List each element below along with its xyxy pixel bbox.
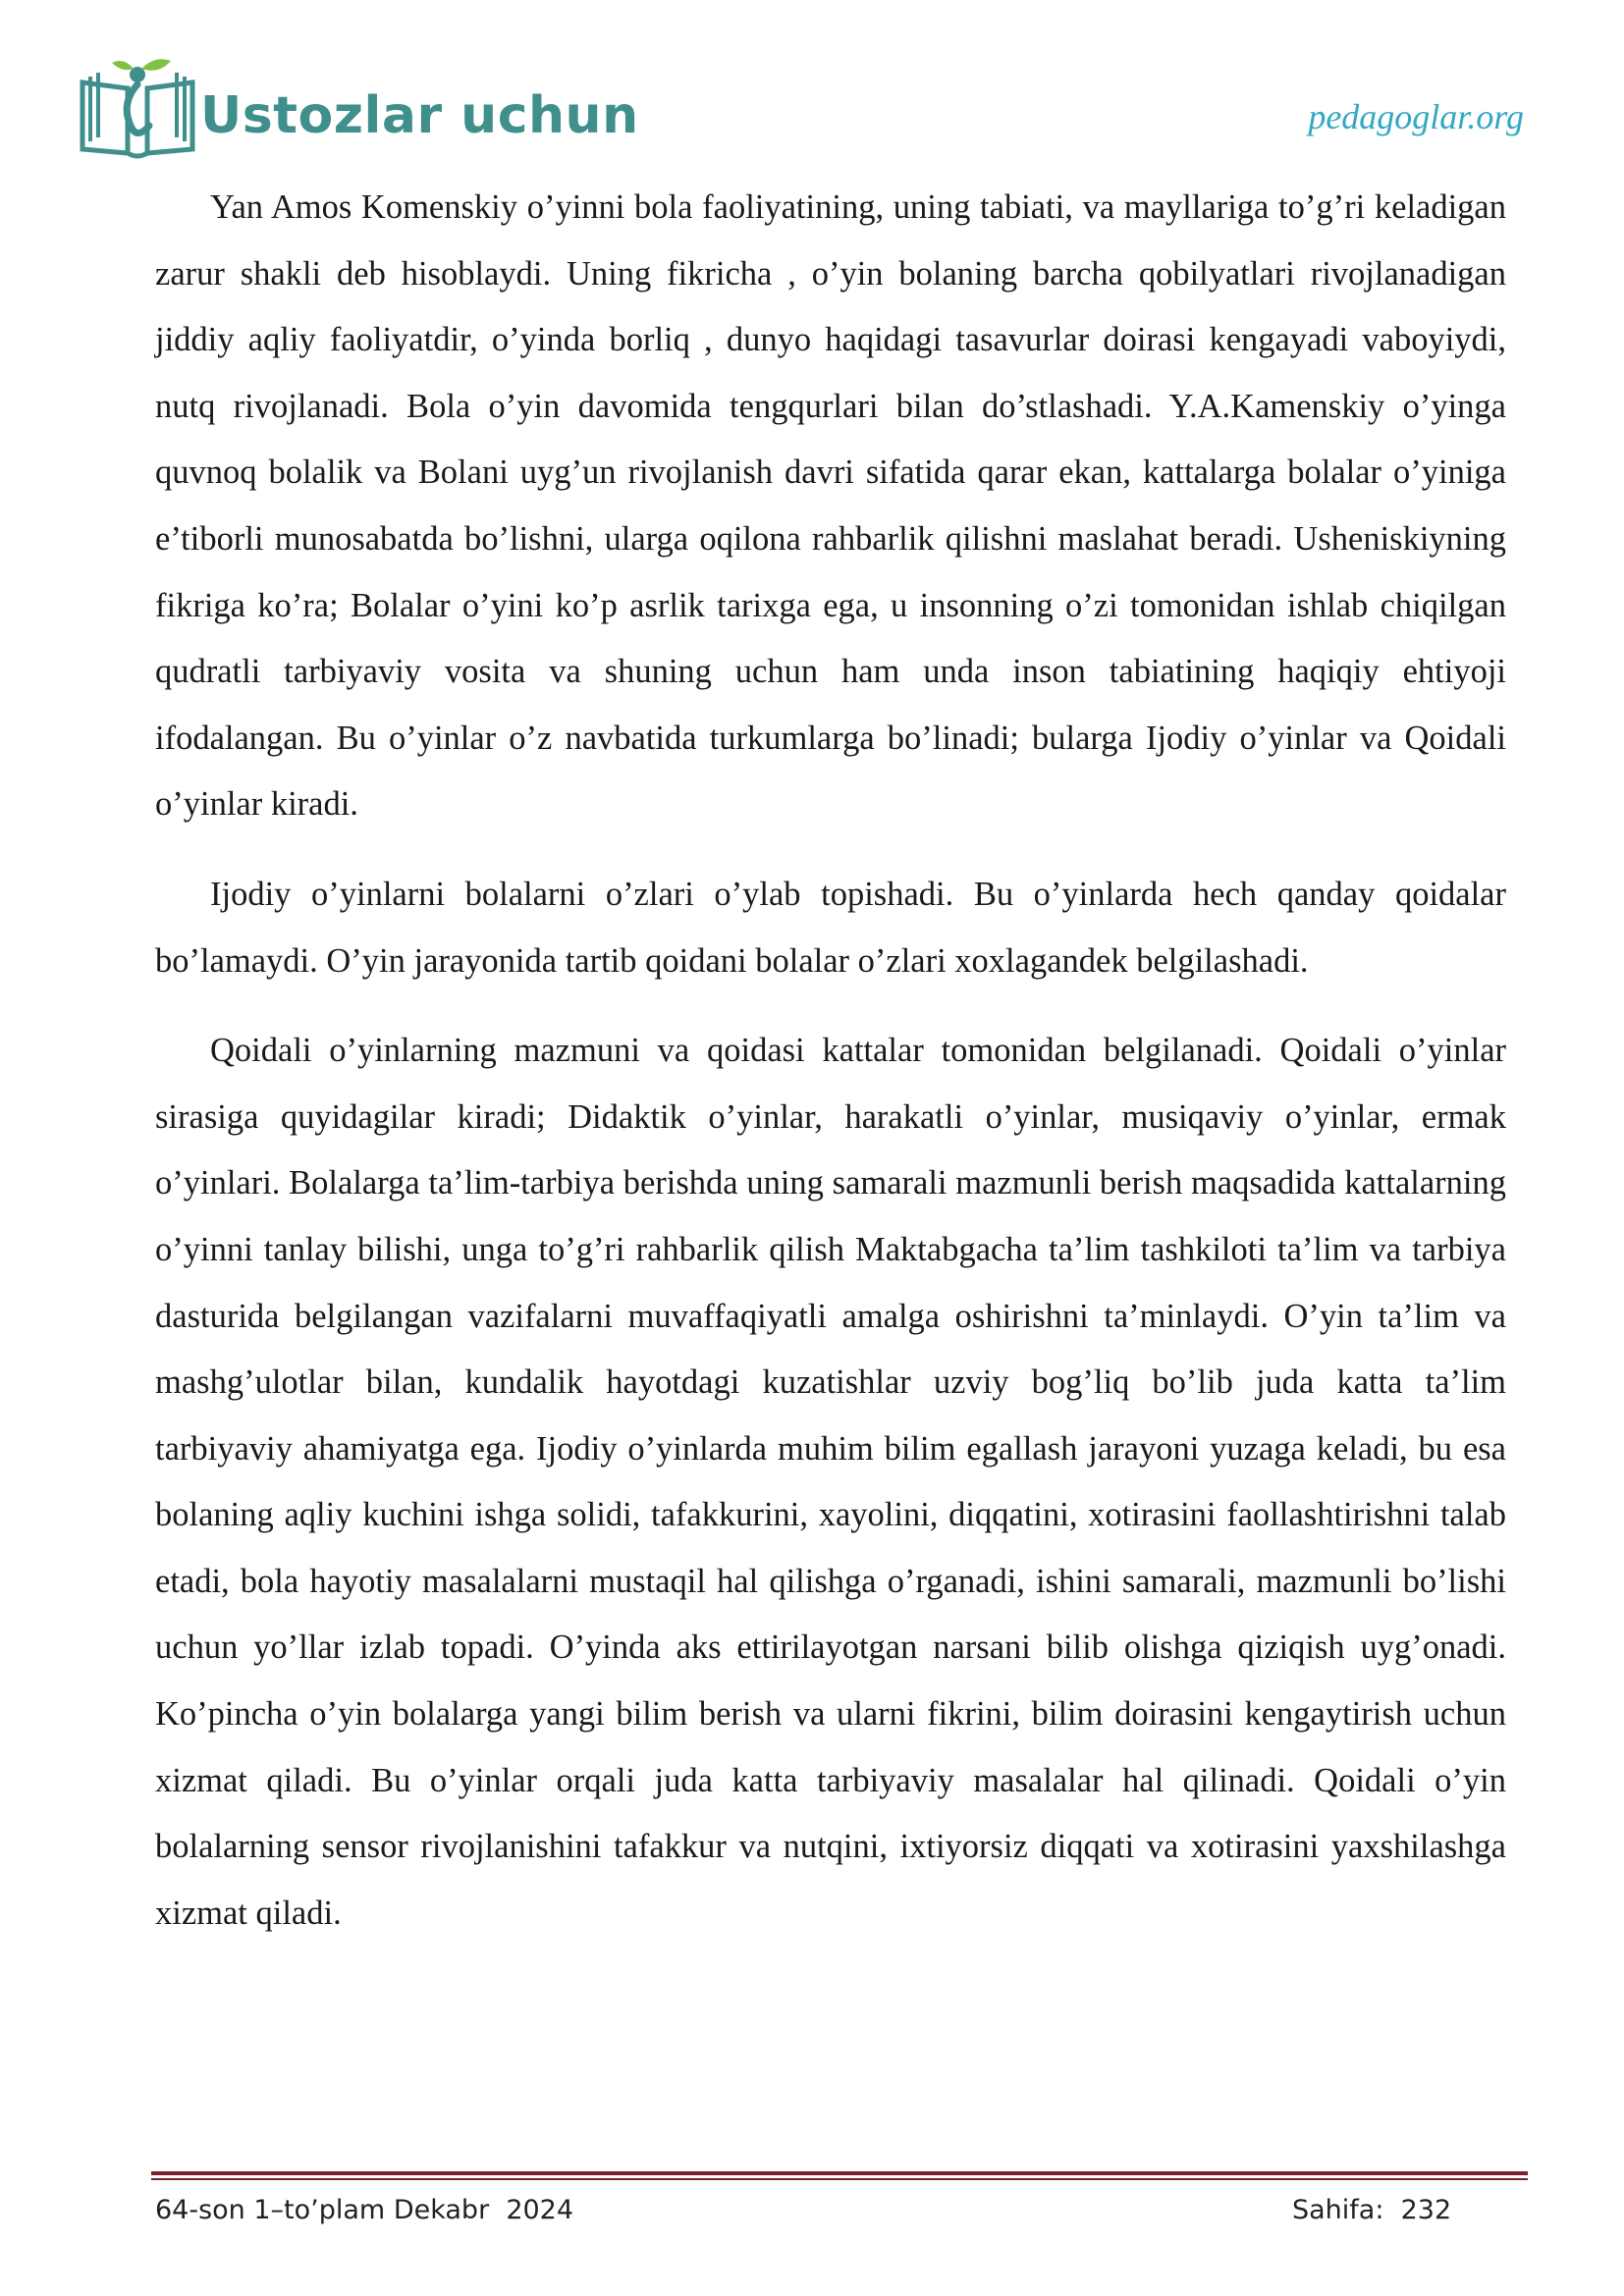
paragraph-3: Qoidali o’yinlarning mazmuni va qoidasi kattalar tomonidan belgilanadi. Qoidali o’yinlar sirasiga quyidagilar kiradi; Didaktik o’yinlar, harakatli o’yinlar, musiqaviy o’yinlar, ermak o’yinlari. Bolalarga ta’lim-tarbiya berishda uning samarali mazmunli berish maqsadida kattalarning o’yinni tanlay bilishi, unga to’g’ri rahbarlik qilish Maktabgacha ta’lim tashkiloti ta’lim va tarbiya dasturida belgilangan vazifalarni muvaffaqiyatli amalga oshirishni ta’minlaydi. O’yin ta’lim va mashg’ulotlar bilan, kundalik hayotdagi kuzatishlar uzviy bog’liq bo’lib juda katta ta’lim tarbiyaviy ahamiyatga ega. Ijodiy o’yinlarda muhim bilim egallash jarayoni yuzaga keladi, bu esa bolaning aqliy kuchini ishga solidi, tafakkurini, xayolini, diqqatini, xotirasini faollashtirishni talab etadi, bola hayotiy masalalarni mustaqil hal qilishga o’rganadi, ishini samarali, mazmunli bo’lishi uchun yo’llar izlab topadi. O’yinda aks ettirilayotgan narsani bilib olishga qiziqish uyg’onadi. Ko’pincha o’yin bolalarga yangi bilim berish va ularni fikrini, bilim doirasini kengaytirish uchun xizmat qiladi. Bu o’yinlar orqali juda katta tarbiyaviy masalalar hal qilinadi. Qoidali o’yin bolalarning sensor rivojlanishini tafakkur va nutqini, ixtiyorsiz diqqati va xotirasini yaxshilashga xizmat qiladi. [155,1032,1506,1932]
page-header [0,0,1624,177]
issue-info: 64-son 1–to’plam Dekabr 2024 [155,2195,574,2225]
page-number: Sahifa: 232 [1292,2195,1452,2225]
paragraph-2: Ijodiy o’yinlarni bolalarni o’zlari o’ylab topishadi. Bu o’yinlarda hech qanday qoidalar bo’lamaydi. O’yin jarayonida tartib qoidani bolalar o’zlari xoxlagandek belgilashadi. [155,875,1506,980]
logo-text: Ustozlar uchun [200,86,639,145]
paragraph-1: Yan Amos Komenskiy o’yinni bola faoliyatining, uning tabiati, va mayllariga to’g’ri keladigan zarur shakli deb hisoblaydi. Uning fikricha , o’yin bolaning barcha qobilyatlari rivojlanadigan jiddiy aqliy faoliyatdir, o’yinda borliq , dunyo haqidagi tasavurlar doirasi kengayadi vaboyiydi, nutq rivojlanadi. Bola o’yin davomida tengqurlari bilan do’stlashadi. Y.A.Kamenskiy o’yinga quvnoq bolalik va Bolani uyg’un rivojlanish davri sifatida qarar ekan, kattalarga bolalar o’yiniga e’tiborli munosabatda bo’lishni, ularga oqilona rahbarlik qilishni maslahat beradi. Usheniskiyning fikriga ko’ra; Bolalar o’yini ko’p asrlik tarixga ega, u insonning o’zi tomonidan ishlab chiqilgan qudratli tarbiyaviy vosita va shuning uchun ham unda inson tabiatining haqiqiy ehtiyoji ifodalangan. Bu o’yinlar o’z navbatida turkumlarga bo’linadi; bularga Ijodiy o’yinlar va Qoidali o’yinlar kiradi. [155,188,1506,824]
article-body [155,175,1506,1970]
site-logo[interactable] [77,55,666,163]
site-url-link[interactable]: pedagoglar.org [1308,97,1524,136]
footer-divider [151,2171,1528,2180]
book-with-person-icon [77,55,198,163]
